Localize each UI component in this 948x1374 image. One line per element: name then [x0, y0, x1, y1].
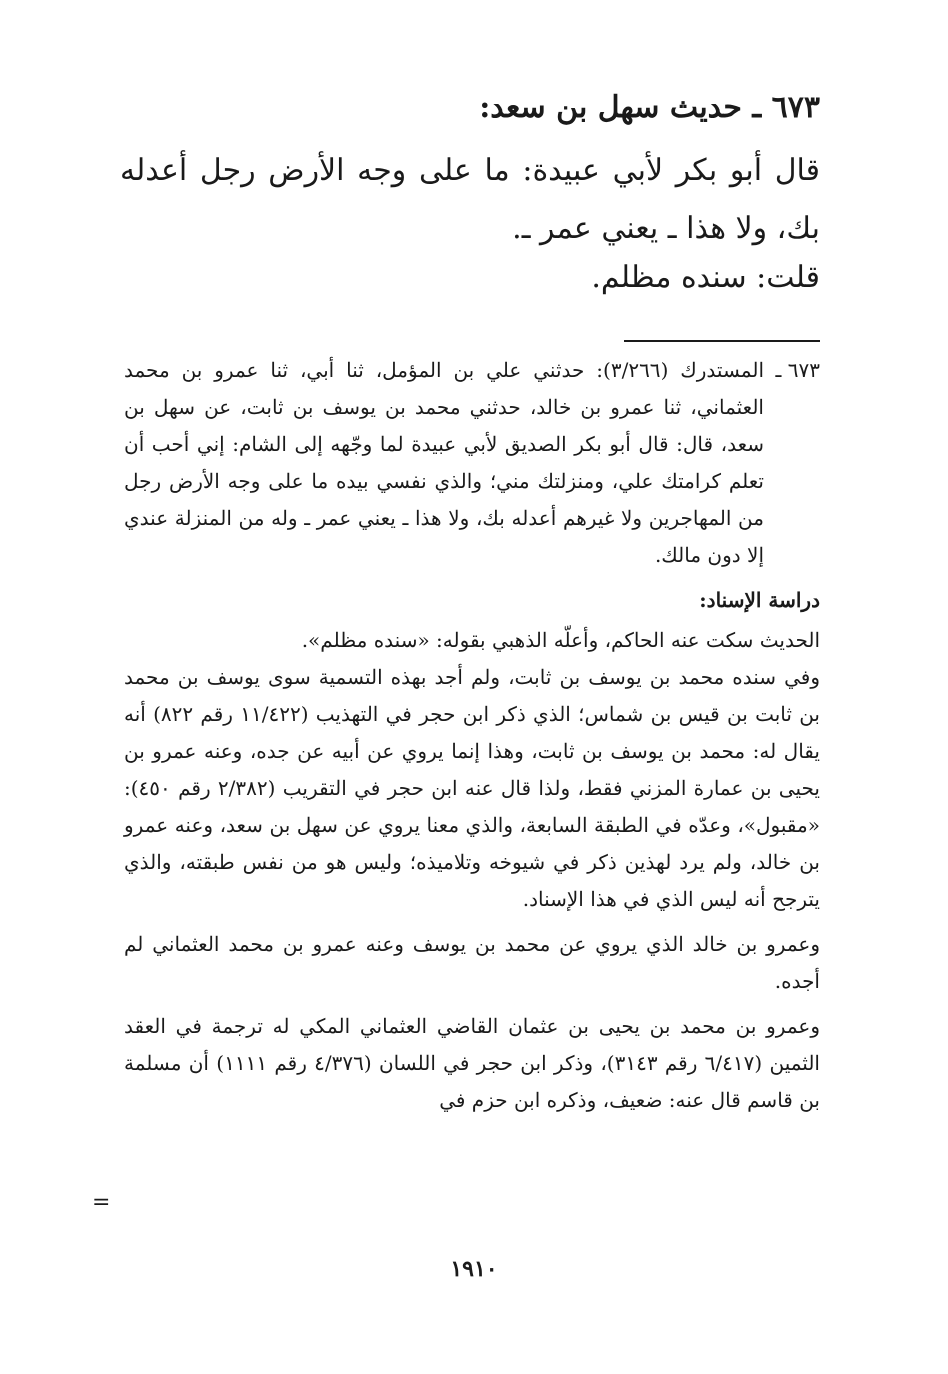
study-paragraph-1: الحديث سكت عنه الحاكم، وأعلّه الذهبي بقوله: «سنده مظلم».: [301, 628, 820, 652]
study-paragraph-4: وعمرو بن محمد بن يحيى بن عثمان القاضي العثماني المكي له ترجمة في العقد الثمين (٦/٤١٧ رقم ٣١٤٣)، وذكر ابن حجر في اللسان (٤/٣٧٦ رقم ١١١١) أن مسلمة بن قاسم قال عنه: ضعيف، وذكره ابن حزم في: [124, 1014, 820, 1112]
footnotes: [124, 352, 820, 1119]
continuation-mark: =: [92, 1190, 111, 1215]
study-paragraph-3: وعمرو بن خالد الذي يروي عن محمد بن يوسف وعنه عمرو بن محمد العثماني لم أجده.: [124, 932, 820, 993]
study-title: دراسة الإسناد:: [699, 588, 820, 612]
hadith-heading: ٦٧٣ ـ حديث سهل بن سعد:: [479, 90, 820, 125]
footnote-divider: [624, 340, 820, 342]
footnote-source-text: المستدرك (٣/٢٦٦): حدثني علي بن المؤمل، ثنا أبي، ثنا عمرو بن محمد العثماني، ثنا عمرو بن خالد، حدثني محمد بن يوسف بن ثابت، عن سهل بن سعد، قال: قال أبو بكر الصديق لأبي عبيدة لما وجّهه إلى الشام: إني أحب أن تعلم كرامتك علي، ومنزلتك مني؛ والذي نفسي بيده ما على وجه الأرض رجل من المهاجرين ولا غيرهم أعدله بك، ولا هذا ـ يعني عمر ـ وله من المنزلة عندي إلا دون مالك.: [124, 358, 764, 567]
study-paragraph-2: وفي سنده محمد بن يوسف بن ثابت، ولم أجد بهذه التسمية سوى يوسف بن محمد بن ثابت بن قيس بن شماس؛ الذي ذكر ابن حجر في التهذيب (١١/٤٢٢ رقم ٨٢٢) أنه يقال له: محمد بن يوسف بن ثابت، وهذا إنما يروي عن أبيه عن جده، وعنه عمرو بن يحيى بن عمارة المزني فقط، ولذا قال عنه ابن حجر في التقريب (٢/٣٨٢ رقم ٤٥٠): «مقبول»، وعدّه في الطبقة السابعة، والذي معنا يروي عن سهل بن سعد، وعنه عمرو بن خالد، ولم يرد لهذين ذكر في شيوخه وتلاميذه؛ وليس هو من نفس طبقته، والذي يترجح أنه ليس الذي في هذا الإسناد.: [124, 665, 820, 911]
author-comment: قلت: سنده مظلم.: [591, 260, 820, 295]
footnote-source: [124, 352, 820, 574]
hadith-text: قال أبو بكر لأبي عبيدة: ما على وجه الأرض رجل أعدله بك، ولا هذا ـ يعني عمر ـ.: [120, 153, 820, 246]
page-number: ١٩١٠: [450, 1256, 498, 1282]
footnote-number: ٦٧٣ ـ: [775, 358, 820, 382]
